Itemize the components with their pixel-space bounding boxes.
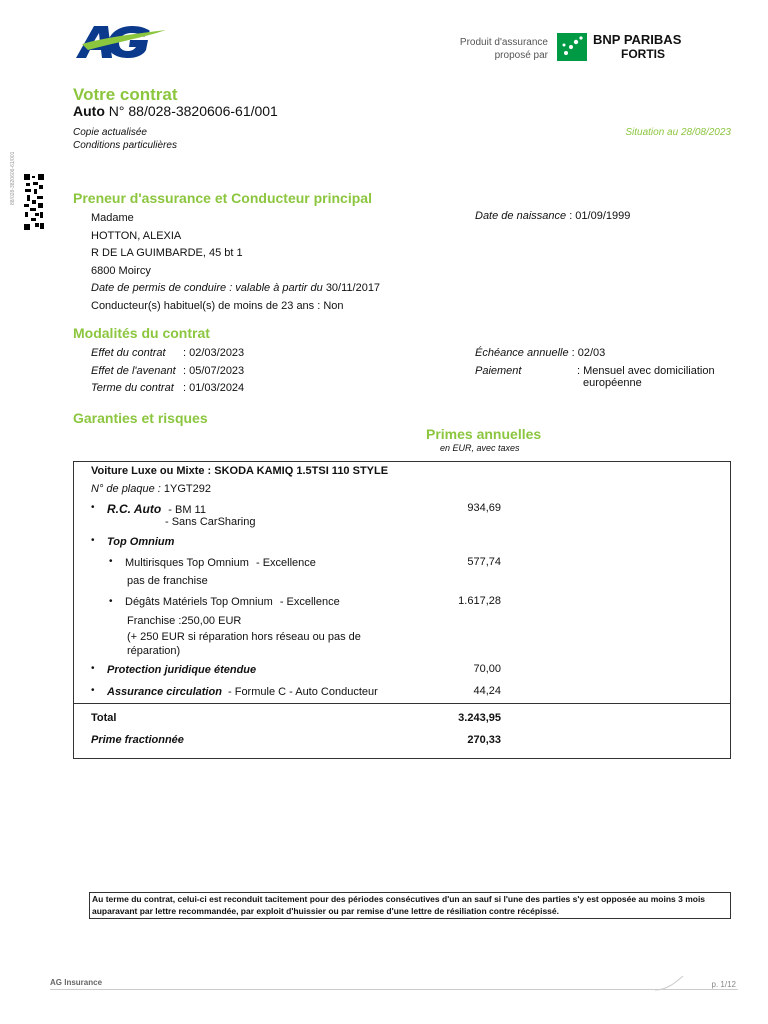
bullet-icon: •: [109, 596, 113, 607]
partner-brand-2: FORTIS: [621, 47, 665, 61]
circ-line: Assurance circulation - Formule C - Auto Conducteur: [107, 686, 378, 698]
terms-heading: Modalités du contrat: [73, 325, 210, 341]
multi-line: Multirisques Top Omnium - Excellence: [125, 557, 316, 569]
holder-city: 6800 Moircy: [91, 264, 151, 277]
premiums-subheading: en EUR, avec taxes: [440, 443, 520, 453]
rc-detail-2: - Sans CarSharing: [165, 516, 256, 528]
fraction-amount: 270,33: [467, 734, 501, 746]
bullet-icon: •: [109, 556, 113, 567]
payment-line: Paiement : Mensuel avec domiciliation européenne: [475, 364, 715, 389]
damage-line: Dégâts Matériels Top Omnium - Excellence: [125, 596, 340, 608]
page-title: Votre contrat: [73, 85, 178, 104]
copy-label: Copie actualisée: [73, 127, 147, 138]
holder-salutation: Madame: [91, 212, 134, 224]
damage-amount: 1.617,28: [458, 595, 501, 607]
footer-curve-icon: [655, 975, 685, 991]
damage-note-2: réparation): [127, 645, 181, 657]
fraction-label: Prime fractionnée: [91, 734, 184, 746]
contract-id: [73, 103, 278, 119]
multi-amount: 577,74: [467, 556, 501, 568]
page-number: p. 1/12: [711, 980, 736, 989]
omnium-label: Top Omnium: [107, 536, 175, 548]
license-line: Date de permis de conduire : valable à partir du 30/11/2017: [91, 282, 381, 294]
footer-company: AG Insurance: [50, 978, 103, 987]
side-code: 88/028-3820606-61/001: [10, 151, 16, 205]
partner-line-2: proposé par: [494, 50, 548, 61]
partner-line-1: Produit d'assurance: [459, 37, 548, 48]
renewal-notice: Au terme du contrat, celui-ci est reconduit tacitement pour des périodes consécutives d'un an sauf si l'une des parties s'y est opposée au moins 3 mois auparavant par lettre recommandée, par exploit d'huissier ou par remise d'une lettre de résiliation contre récépissé.: [89, 892, 731, 919]
vehicle-line: Voiture Luxe ou Mixte : SKODA KAMIQ 1.5TSI 110 STYLE: [91, 465, 389, 477]
young-driver-line: Conducteur(s) habituel(s) de moins de 23 ans : Non: [91, 299, 344, 312]
bullet-icon: •: [91, 685, 95, 696]
premiums-heading: Primes annuelles: [426, 426, 542, 442]
table-divider: [73, 703, 731, 704]
rc-amount: 934,69: [467, 502, 501, 514]
circ-amount: 44,24: [473, 685, 501, 697]
end-line: Terme du contrat : 01/03/2024: [91, 382, 245, 394]
total-amount: 3.243,95: [458, 712, 501, 724]
bullet-icon: •: [91, 535, 95, 546]
bullet-icon: •: [91, 663, 95, 674]
damage-franchise: Franchise :250,00 EUR: [127, 615, 242, 627]
holder-street: R DE LA GUIMBARDE, 45 bt 1: [91, 247, 243, 259]
holder-name: HOTTON, ALEXIA: [91, 229, 182, 242]
ag-logo: [72, 20, 168, 62]
conditions-label: Conditions particulières: [73, 140, 177, 151]
qr-code-icon: [23, 173, 45, 231]
contract-number: N° 88/028-3820606-61/001: [108, 103, 278, 119]
svg-text:AG: AG: [72, 20, 74, 21]
amendment-line: Effet de l'avenant : 05/07/2023: [91, 364, 245, 377]
guarantees-heading: Garanties et risques: [73, 410, 208, 426]
total-label: Total: [91, 712, 117, 724]
birth-date: Date de naissance : 01/09/1999: [475, 210, 631, 222]
footer-line: [50, 989, 738, 990]
effect-line: Effet du contrat : 02/03/2023: [91, 347, 245, 359]
holder-heading: Preneur d'assurance et Conducteur principal: [73, 190, 372, 206]
contract-product: Auto: [73, 103, 105, 119]
damage-note-1: (+ 250 EUR si réparation hors réseau ou pas de: [127, 631, 361, 643]
bullet-icon: •: [91, 502, 95, 513]
partner-brand-1: BNP PARIBAS: [593, 32, 682, 47]
bnp-logo-icon: [557, 33, 587, 61]
legal-amount: 70,00: [473, 663, 501, 675]
rc-line: R.C. Auto - BM 11: [107, 502, 206, 516]
plate-line: N° de plaque : 1YGT292: [91, 483, 211, 495]
multi-note: pas de franchise: [127, 575, 208, 587]
legal-label: Protection juridique étendue: [107, 664, 257, 676]
annual-line: Échéance annuelle : 02/03: [475, 347, 606, 359]
situation-date: Situation au 28/08/2023: [625, 127, 731, 138]
